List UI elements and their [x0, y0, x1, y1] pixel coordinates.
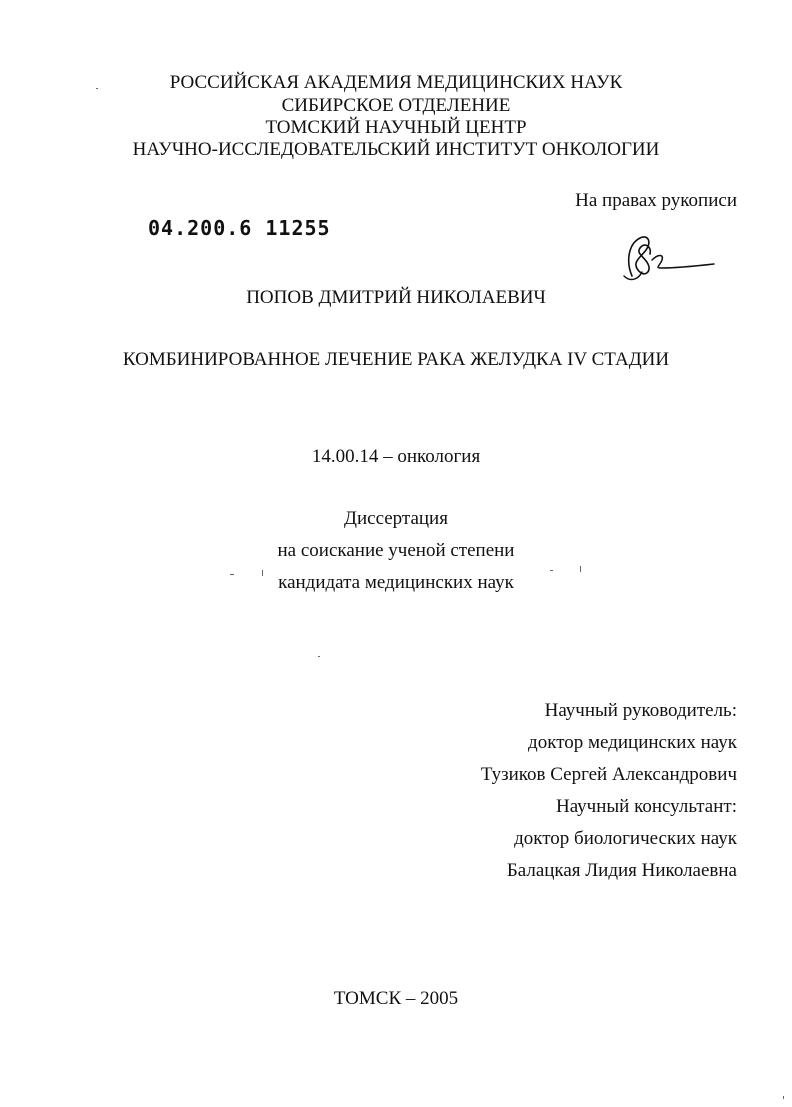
- header-institute: НАУЧНО-ИССЛЕДОВАТЕЛЬСКИЙ ИНСТИТУТ ОНКОЛОГИИ: [132, 139, 660, 160]
- header-center: ТОМСКИЙ НАУЧНЫЙ ЦЕНТР: [265, 117, 527, 138]
- supervisor-name: Тузиков Сергей Александрович: [480, 764, 737, 785]
- degree-line-2: на соискание ученой степени: [277, 540, 515, 561]
- consultant-name: Балацкая Лидия Николаевна: [506, 860, 737, 881]
- supervisor-degree: доктор медицинских наук: [528, 732, 737, 753]
- degree-line-3: кандидата медицинских наук: [278, 572, 514, 593]
- scan-speck: [783, 1096, 784, 1099]
- dissertation-title: КОМБИНИРОВАННОЕ ЛЕЧЕНИЕ РАКА ЖЕЛУДКА IV СТАДИИ: [122, 349, 670, 370]
- scan-speck: [580, 566, 581, 572]
- degree-line-1: Диссертация: [344, 508, 448, 529]
- author-name: ПОПОВ ДМИТРИЙ НИКОЛАЕВИЧ: [246, 287, 546, 308]
- specialty-code: 14.00.14 – онкология: [311, 446, 481, 467]
- scan-speck: [262, 570, 263, 576]
- header-branch: СИБИРСКОЕ ОТДЕЛЕНИЕ: [281, 95, 511, 116]
- consultant-degree: доктор биологических наук: [514, 828, 737, 849]
- manuscript-note: На правах рукописи: [575, 190, 737, 211]
- signature-icon: [618, 232, 718, 284]
- scan-speck: [96, 88, 98, 89]
- scan-speck: [318, 656, 320, 657]
- header-academy: РОССИЙСКАЯ АКАДЕМИЯ МЕДИЦИНСКИХ НАУК: [169, 72, 623, 93]
- scan-speck: [230, 574, 234, 575]
- registration-number: 04.200.6 11255: [148, 216, 331, 240]
- consultant-label: Научный консультант:: [555, 796, 737, 817]
- city-year: ТОМСК – 2005: [333, 988, 459, 1009]
- supervisor-label: Научный руководитель:: [544, 700, 737, 721]
- scan-speck: [550, 570, 553, 571]
